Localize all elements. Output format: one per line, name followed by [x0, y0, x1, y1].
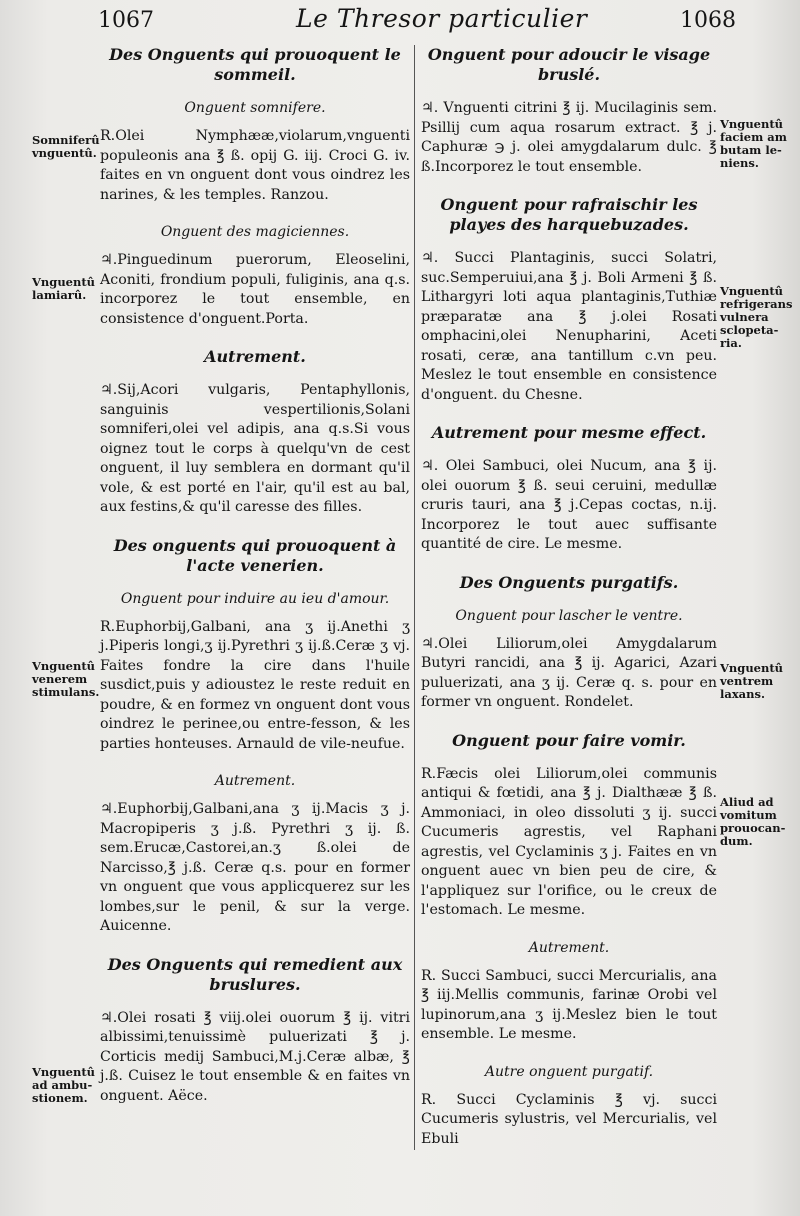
recipe-adoucir-visage: ♃. Vnguenti citrini ℥ ij. Mucilaginis sem. Psillij cum aqua rosarum extract. ℥ j. Caphuræ ℈ j. olei amygdalarum dulc. ℥ ß.Incorporez le tout ensemble. [421, 100, 717, 175]
running-title: Le Thresor particulier [296, 4, 588, 33]
recipe-autrement-1: ♃.Sij,Acori vulgaris, Pentaphyllonis, sanguinis vespertilionis,Solani somniferi,olei vel adipis, ana q.s.Si vous oignez tout le corps à quelqu'vn de cest onguent, il luy semblera en dormant qu'il vole, & est porté en l'air, qu'il est au bal, aux festins,& qu'il caresse des filles. [100, 382, 410, 515]
subheading-somnifere: Onguent somnifere. [184, 100, 326, 116]
section-title-purgatifs: Des Onguents purgatifs. [459, 572, 679, 592]
section-title-bruslures: Des Onguents qui remedient aux bruslures. [107, 954, 403, 994]
section-title-sommeil: Des Onguents qui prouoquent le sommeil. [109, 45, 401, 84]
recipe-mesme-effect: ♃. Olei Sambuci, olei Nucum, ana ℥ ij. olei ouorum ℥ ß. seui ceruini, medullæ cruris tauri, ana ℥ j.Cepas coctas, n.ij. Incorporez le tout auec suffisante quantité de cire. Le mesme. [421, 458, 717, 552]
section-title-harquebuzades: Onguent pour rafraischir les playes des harquebuzades. [440, 195, 698, 234]
left-column [100, 45, 410, 1124]
page-number-right: 1068 [680, 8, 736, 33]
recipe-autre-purgatif: R. Succi Cyclaminis ℥ vj. succi Cucumeris sylustris, vel Mercurialis, vel Ebuli [421, 1091, 717, 1147]
recipe-autrement-3: R. Succi Sambuci, succi Mercurialis, ana ℥ iij.Mellis communis, farinæ Orobi vel lupinorum,ana ʒ ij.Meslez bien le tout ensemble. Le mesme. [421, 967, 717, 1042]
section-title-faire-vomir: Onguent pour faire vomir. [452, 730, 686, 750]
subheading-autrement-2: Autrement. [214, 773, 296, 789]
section-title-adoucir-visage: Onguent pour adoucir le visage bruslé. [427, 45, 711, 84]
page-number-left: 1067 [98, 8, 154, 33]
recipe-harquebuzades: ♃. Succi Plantaginis, succi Solatri, suc.Semperuiui,ana ℥ j. Boli Armeni ℥ ß. Lithargyri loti aqua plantaginis,Tuthiæ præparatæ ana ℥ j.olei Rosati omphacini,olei Nenupharini, Aceti rosati, ceræ, ana tantillum c.vn peu. Meslez le tout ensemble en consistence d'onguent. du Chesne. [421, 250, 717, 403]
margin-note-venerem: Vnguentû venerem stimulans. [32, 659, 100, 699]
margin-note-ambustionem: Vnguentû ad ambu- stionem. [32, 1065, 96, 1105]
subheading-lascher-ventre: Onguent pour lascher le ventre. [455, 607, 683, 624]
recipe-ieu-damour: R.Euphorbij,Galbani, ana ʒ ij.Anethi ʒ j.Piperis longi,ʒ ij.Pyrethri ʒ ij.ß.Ceræ ʒ vj. Faites fondre la cire dans l'huile susdict,puis y adioustez le reste reduit en poudre, & en formez vn onguent dont vous oindrez le perinee,ou entre-fesson, & les parties honteuses. Arnauld de vile-neufue. [100, 618, 410, 752]
section-title-mesme-effect: Autrement pour mesme effect. [431, 423, 707, 442]
subheading-ieu-damour: Onguent pour induire au ieu d'amour. [120, 590, 390, 607]
recipe-faire-vomir: R.Fæcis olei Liliorum,olei communis antiqui & fœtidi, ana ℥ j. Dialthææ ℥ ß. Ammoniaci, in oleo dissoluti ʒ ij. succi Cucumeris agrestis, vel Raphani agrestis, vel Cyclaminis ʒ j. Faites en vn onguent auec vn bien peu de cire, & l'appliquez sur l'orifice, ou le creux de l'estomach. Le mesme. [421, 765, 717, 918]
recipe-somnifere: R.Olei Nymphææ,violarum,vnguenti populeonis ana ℥ ß. opij G. iij. Croci G. iv. faites en vn onguent dont vous oindrez les narines, & les temples. Ranzou. [100, 128, 410, 203]
recipe-bruslures: ♃.Olei rosati ℥ viij.olei ouorum ℥ ij. vitri albissimi,tenuissimè puluerizati ℥ j. Corticis medij Sambuci,M.j.Ceræ albæ, ℥ j.ß. Cuisez le tout ensemble & en faites vn onguent. Aëce. [100, 1009, 410, 1104]
subheading-autrement-3: Autrement. [528, 939, 610, 956]
section-title-venerien: Des onguents qui prouoquent à l'acte venerien. [113, 535, 397, 575]
margin-note-vomitum: Aliud ad vomitum prouocan- dum. [720, 795, 786, 848]
recipe-magiciennes: ♃.Pinguedinum puerorum, Eleoselini, Aconiti, frondium populi, fuliginis, ana q.s. incorporez le tout ensemble, en consistence d'onguent.Porta. [100, 252, 410, 327]
recipe-lascher-ventre: ♃.Olei Liliorum,olei Amygdalarum Butyri rancidi, ana ℥ ij. Agarici, Azari puluerizati, ana ʒ ij. Ceræ q. s. pour en former vn onguent. Rondelet. [421, 635, 717, 710]
column-divider [414, 45, 415, 1150]
subheading-magiciennes: Onguent des magiciennes. [160, 224, 350, 240]
subheading-autre-purgatif: Autre onguent purgatif. [484, 1063, 654, 1080]
margin-note-lamiarum: Vnguentû lamiarû. [32, 275, 96, 302]
recipe-autrement-2: ♃.Euphorbij,Galbani,ana ʒ ij.Macis ʒ j. Macropiperis ʒ j.ß. Pyrethri ʒ ij. ß. sem.Erucæ,Castorei,an.ʒ ß.olei de Narcisso,℥ j.ß. Ceræ q.s. pour en former vn onguent que vous applicquerez sur les lombes,sur le penil, & sur la verge. Auicenne. [100, 801, 410, 934]
margin-note-somniferum: Somniferû vnguentû. [32, 133, 100, 160]
subheading-autrement-1: Autrement. [204, 347, 306, 366]
margin-note-faciem: Vnguentû faciem am butam le- niens. [720, 117, 787, 170]
margin-note-refrigerans: Vnguentû refrigerans vulnera sclopeta- ria. [720, 284, 793, 350]
right-column [421, 45, 717, 1167]
margin-note-laxans: Vnguentû ventrem laxans. [720, 661, 784, 701]
